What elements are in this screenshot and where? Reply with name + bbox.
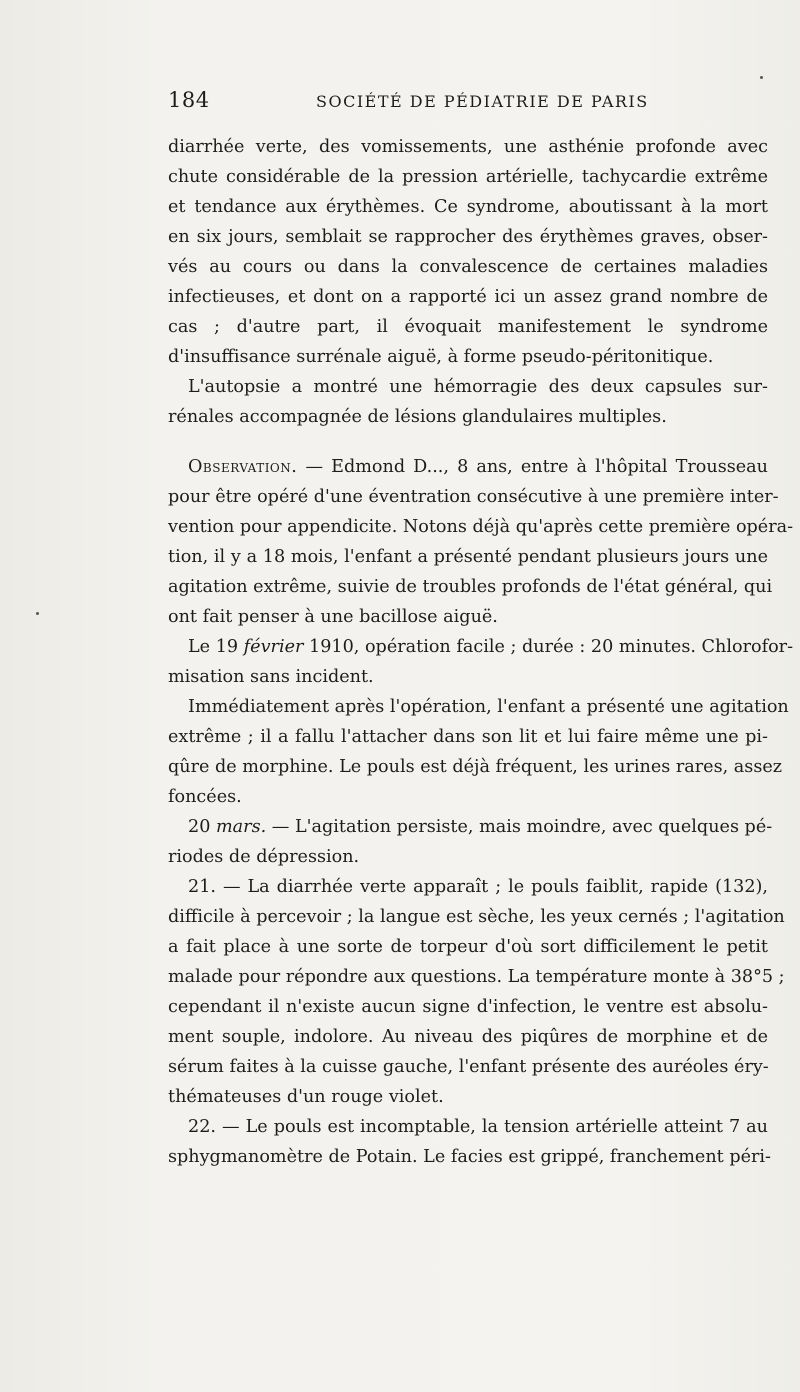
text-line: foncées.: [168, 787, 242, 807]
text-line: malade pour répondre aux questions. La température monte à 38°5 ;: [168, 967, 785, 987]
text-line: thémateuses d'un rouge violet.: [168, 1087, 444, 1107]
date-italic: février: [243, 637, 304, 657]
date-rest: — L'agitation persiste, mais moindre, avec quelques pé-: [266, 817, 773, 837]
page-number: 184: [168, 88, 210, 112]
paragraph-march-20: [168, 812, 773, 872]
text-line: 21. — La diarrhée verte apparaît ; le pouls faiblit, rapide (132),: [188, 877, 768, 897]
text-line: [168, 452, 768, 482]
text-line: vés au cours ou dans la convalescence de certaines maladies: [168, 257, 768, 277]
text-line: infectieuses, et dont on a rapporté ici un assez grand nombre de: [168, 287, 768, 307]
text-line: qûre de morphine. Le pouls est déjà fréquent, les urines rares, assez: [168, 757, 783, 777]
text-line: cependant il n'existe aucun signe d'infection, le ventre est absolu-: [168, 997, 768, 1017]
text-line: vention pour appendicite. Notons déjà qu'après cette première opéra-: [168, 517, 794, 537]
text-line: et tendance aux érythèmes. Ce syndrome, aboutissant à la mort: [168, 197, 768, 217]
text-line: agitation extrême, suivie de troubles profonds de l'état général, qui: [168, 577, 773, 597]
text-line: sérum faites à la cuisse gauche, l'enfant présente des auréoles éry-: [168, 1057, 769, 1077]
observation-first-line: — Edmond D..., 8 ans, entre à l'hôpital Trousseau: [297, 457, 768, 477]
text-line: en six jours, semblait se rapprocher des érythèmes graves, obser-: [168, 227, 768, 247]
text-line: [168, 812, 773, 842]
margin-speck: [36, 612, 39, 615]
text-line: tion, il y a 18 mois, l'enfant a présenté pendant plusieurs jours une: [168, 547, 768, 567]
text-line: misation sans incident.: [168, 667, 374, 687]
page-header: [168, 88, 768, 122]
text-line: [168, 632, 794, 662]
text-line: chute considérable de la pression artérielle, tachycardie extrême: [168, 167, 768, 187]
observation-paragraph: [168, 452, 794, 632]
text-line: a fait place à une sorte de torpeur d'où sort difficilement le petit: [168, 937, 768, 957]
paragraph-march-21: [168, 872, 785, 1112]
text-line: riodes de dépression.: [168, 847, 360, 867]
text-line: cas ; d'autre part, il évoquait manifestement le syndrome: [168, 317, 768, 337]
running-head: SOCIÉTÉ DE PÉDIATRIE DE PARIS: [316, 92, 649, 111]
date-prefix: 20: [188, 817, 216, 837]
observation-label: Observation.: [188, 457, 298, 477]
paragraph-1: [168, 132, 768, 372]
paragraph-february: [168, 632, 794, 692]
text-line: Immédiatement après l'opération, l'enfant a présenté une agitation: [188, 697, 789, 717]
text-line: L'autopsie a montré une hémorragie des deux capsules sur-: [188, 377, 768, 397]
text-line: rénales accompagnée de lésions glandulaires multiples.: [168, 407, 667, 427]
text-line: pour être opéré d'une éventration consécutive à une première inter-: [168, 487, 779, 507]
text-line: ment souple, indolore. Au niveau des piqûres de morphine et de: [168, 1027, 768, 1047]
text-line: diarrhée verte, des vomissements, une asthénie profonde avec: [168, 137, 768, 157]
text-line: extrême ; il a fallu l'attacher dans son lit et lui faire même une pi-: [168, 727, 768, 747]
section-gap: [168, 432, 768, 452]
date-rest: 1910, opération facile ; durée : 20 minutes. Chlorofor-: [303, 637, 794, 657]
body-text: [168, 132, 794, 1172]
paragraph-march-22: [168, 1112, 771, 1172]
text-line: ont fait penser à une bacillose aiguë.: [168, 607, 498, 627]
margin-speck: [760, 76, 763, 79]
paragraph-2: [168, 372, 768, 432]
text-line: 22. — Le pouls est incomptable, la tension artérielle atteint 7 au: [188, 1117, 768, 1137]
date-prefix: Le 19: [188, 637, 244, 657]
text-line: difficile à percevoir ; la langue est sèche, les yeux cernés ; l'agitation: [168, 907, 785, 927]
text-line: sphygmanomètre de Potain. Le facies est grippé, franchement péri-: [168, 1147, 771, 1167]
paragraph-post-op: [168, 692, 789, 812]
text-line: d'insuffisance surrénale aiguë, à forme pseudo-péritonitique.: [168, 347, 714, 367]
date-italic: mars.: [215, 817, 267, 837]
